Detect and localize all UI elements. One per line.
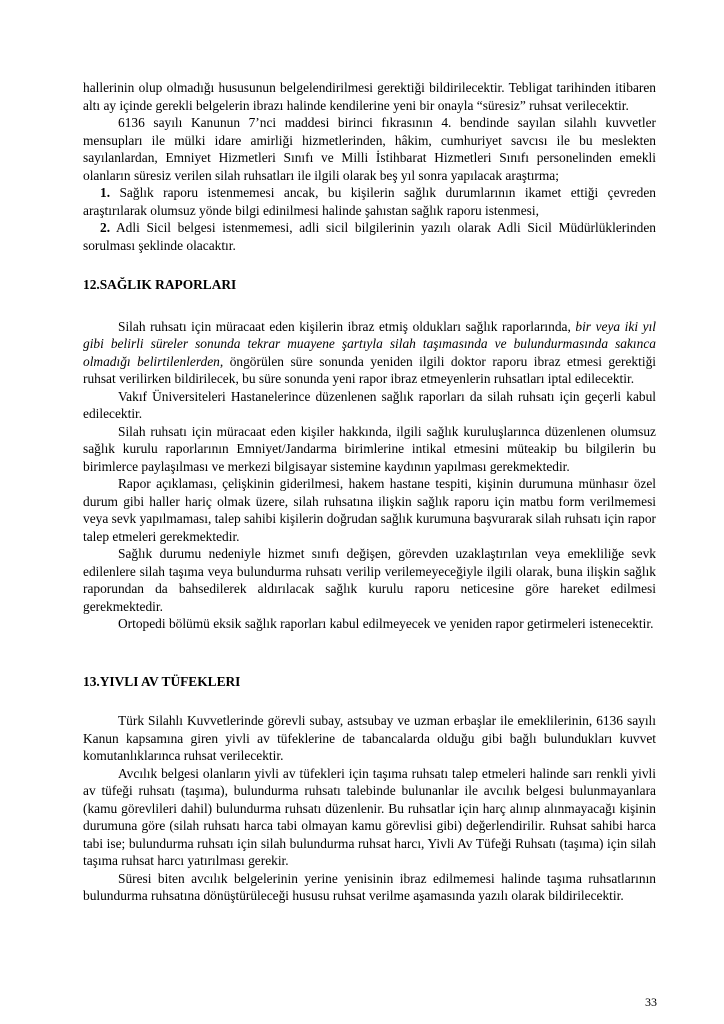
paragraph-expired-licenses: Süresi biten avcılık belgelerinin yerine yenisinin ibraz edilmemesi halinde taşıma ruhsatlarının bulundurma ruhsatına dönüştürüleceği hususu ruhsat verilme aşamasında yazılı olarak bildirilecektir. [83, 870, 656, 903]
paragraph-foundation-universities: Vakıf Üniversiteleri Hastanelerince düzenlenen sağlık raporları da silah ruhsatı için geçerli kabul edilecektir. [83, 388, 656, 421]
list-number: 1. [100, 185, 111, 200]
list-item-2 [83, 219, 656, 254]
italic-phrase: bir veya iki yıl gibi belirli süreler sonunda tekrar muayene şartıyla silah taşımasında ve bulundurmasında sakınca olmadığı belirtilenlerden, [83, 318, 657, 369]
section-heading-13: 13.YIVLI AV TÜFEKLERI [83, 673, 241, 689]
page-number: 33 [645, 995, 657, 1009]
paragraph-continuation: hallerinin olup olmadığı hususunun belgelendirilmesi gerektiği bildirilecektir. Tebligat tarihinden itibaren altı ay içinde gerekli belgelerin ibrazı halinde kendilerine yeni bir onayla “süresiz” ruhsat verilecektir. [83, 80, 656, 113]
paragraph-negative-reports: Silah ruhsatı için müracaat eden kişiler hakkında, ilgili sağlık kuruluşlarınca düzenlenen olumsuz sağlık kurulu raporlarının Emniyet/Jandarma birimlerine intikal etmesini müteakip bu bilgilerin bu birimlerce paylaşılması ve merkezi bilgisayar sistemine kaydının yapılması gerekmektedir. [83, 423, 656, 474]
paragraph-text: Silah ruhsatı için müracaat eden kişilerin ibraz etmiş oldukları sağlık raporlarında, [118, 318, 571, 334]
paragraph-report-requests: Rapor açıklaması, çelişkinin giderilmesi, hakem hastane tespiti, kişinin durumuna münhasır özel durum gibi haller hariç olmak üzere, silah ruhsatına ilişkin sağlık raporu için matbu form verilmemesi veya sevk yapılmaması, talep sahibi kişilerin doğrudan sağlık kurumuna başvurarak silah ruhsatı için rapor talep etmeleri gerekmektedir. [83, 476, 656, 544]
paragraph-health-status-change: Sağlık durumu nedeniyle hizmet sınıfı değişen, görevden uzaklaştırılan veya emekliliğe sevk edilenlere silah taşıma veya bulundurma ruhsatı verilip verilemeyeceğiyle ilgili olarak, buna ilişkin sağlık raporundan da bahsedilerek aldırılacak sağlık kurulu raporu neticesine göre hareket edilmesi gerekmektedir. [83, 546, 656, 614]
document-body [83, 79, 656, 905]
paragraph-text: öngörülen süre sonunda yeniden ilgili doktor raporu ibraz etmesi gerektiği ruhsat verilirken bildirilecek, bu süre sonunda yeni rapor ibraz etmeyenlerin ruhsatları iptal edilecektir. [83, 353, 656, 386]
paragraph-6136-law: 6136 sayılı Kanunun 7’nci maddesi birinci fıkrasının 4. bendinde sayılan silahlı kuvvetler mensupları ile mülki idare amirliği hizmetlerinden, hâkim, cumhuriyet savcısı ile bu meslekten sayılanlardan, Emniyet Hizmetleri Sınıfı ve Milli İstihbarat Hizmetleri Sınıfı personelinden emekli olanların süresiz verilen silah ruhsatları ile ilgili olarak beş yıl sonra yapılacak araştırma; [83, 115, 656, 183]
list-item-1 [83, 184, 656, 219]
list-text: Adli Sicil belgesi istenmemesi, adli sicil bilgilerinin yazılı olarak Adli Sicil Müdürlüklerinden sorulması şeklinde olacaktır. [83, 220, 657, 253]
paragraph-orthopedics: Ortopedi bölümü eksik sağlık raporları kabul edilmeyecek ve yeniden rapor getirmeleri istenecektir. [118, 616, 654, 631]
paragraph-hunting-license: Avcılık belgesi olanların yivli av tüfekleri için taşıma ruhsatı talep etmeleri halinde sarı renkli yivli av tüfeği ruhsatı (taşıma), bulundurma ruhsatı talebinde bulunanlar ile avcılık belgesi bulunmayanlara (kamu görevlileri dahil) bulundurma ruhsatı düzenlenir. Bu ruhsatlar için harç alınıp alınmayacağı kişinin durumuna göre (silah ruhsatı harca tabi olmayan kamu görevlisi gibi) değerlendirilir. Ruhsat sahibi harca tabi ise; bulundurma ruhsatı için silah bulundurma ruhsat harcı, Yivli Av Tüfeği Ruhsatı (taşıma) için silah taşıma ruhsat harcı yatırılması gerekir. [83, 765, 656, 868]
paragraph-armed-forces-rifles: Türk Silahlı Kuvvetlerinde görevli subay, astsubay ve uzman erbaşlar ile emeklilerinin, 6136 sayılı Kanun kapsamına giren yivli av tüfeklerine de tabancalarda olduğu gibi bağlı bulundukları kuvvet komutanlıklarınca ruhsat verilecektir. [83, 713, 656, 763]
paragraph-health-report-validity [83, 318, 656, 388]
list-number: 2. [100, 220, 111, 235]
list-text: Sağlık raporu istenmemesi ancak, bu kişilerin sağlık durumlarının ikamet ettiği çevreden araştırılarak olumsuz yönde bilgi edinilmesi halinde şahıstan sağlık raporu istenmesi, [83, 185, 656, 218]
section-heading-12: 12.SAĞLIK RAPORLARI [83, 277, 237, 292]
